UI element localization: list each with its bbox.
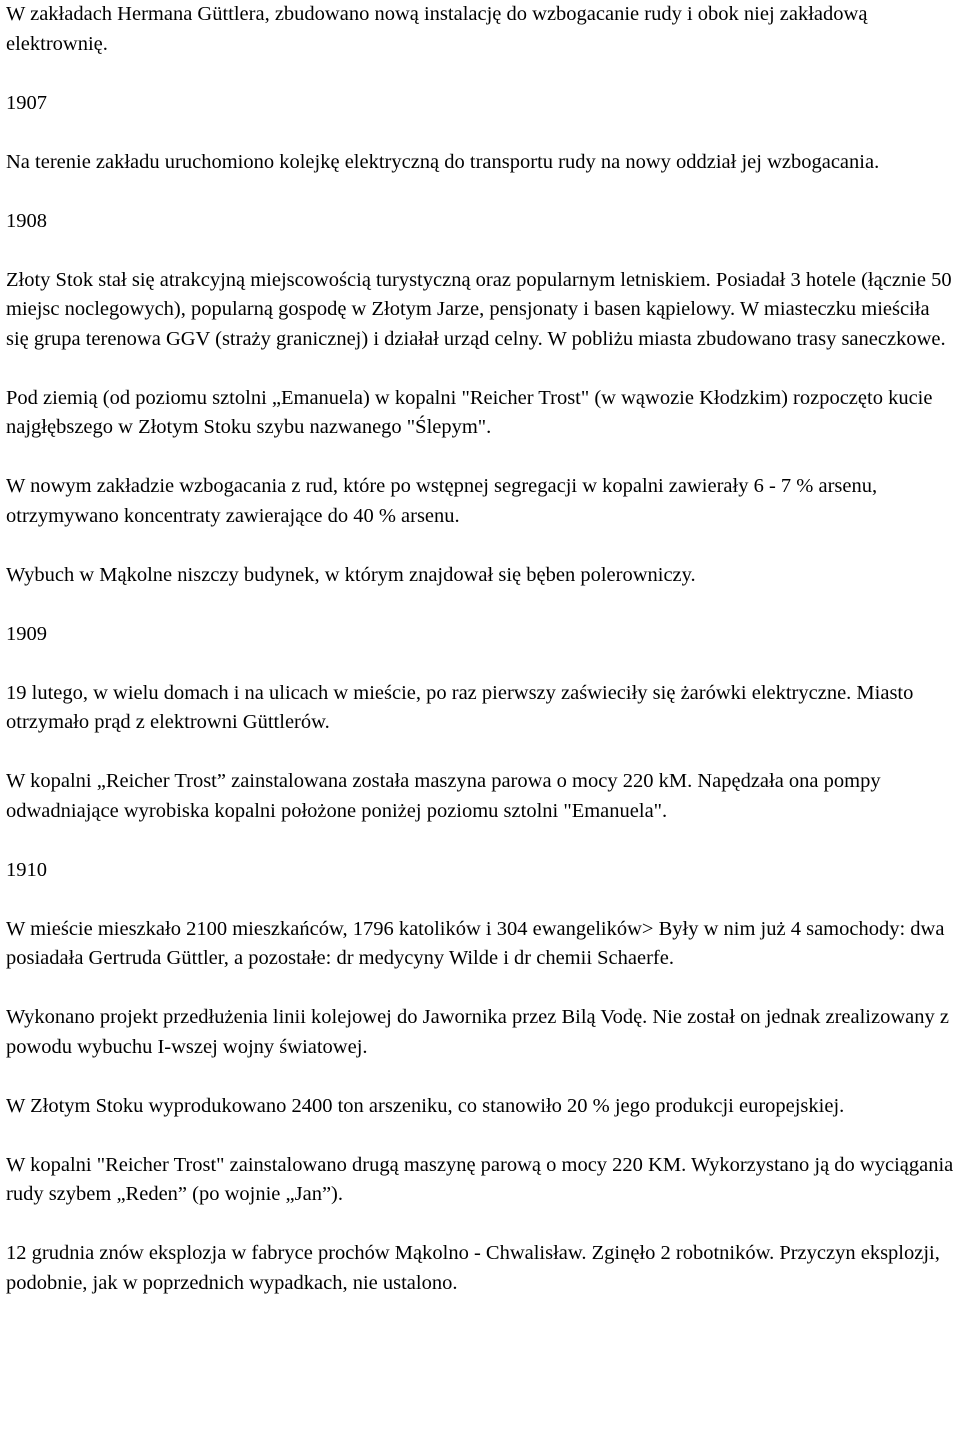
paragraph-1910-5: 12 grudnia znów eksplozja w fabryce prochów Mąkolno - Chwalisław. Zginęło 2 robotników. Przyczyn eksplozji, podobnie, jak w poprzednich wypadkach, nie ustalono.	[6, 1242, 940, 1294]
paragraph-1910-2: Wykonano projekt przedłużenia linii kolejowej do Jawornika przez Bilą Vodę. Nie został on jednak zrealizowany z powodu wybuchu I-wszej wojny światowej.	[6, 1006, 949, 1058]
year-heading-1910: 1910	[6, 858, 47, 881]
paragraph-1908-3: W nowym zakładzie wzbogacania z rud, które po wstępnej segregacji w kopalni zawierały 6 - 7 % arsenu, otrzymywano koncentraty zawierające do 40 % arsenu.	[6, 475, 878, 527]
year-heading-1908: 1908	[6, 209, 47, 232]
paragraph-1910-3: W Złotym Stoku wyprodukowano 2400 ton arszeniku, co stanowiło 20 % jego produkcji europejskiej.	[6, 1094, 845, 1117]
document-body	[6, 0, 954, 1298]
paragraph-1909-2: W kopalni „Reicher Trost” zainstalowana została maszyna parowa o mocy 220 kM. Napędzała ona pompy odwadniające wyrobiska kopalni położone poniżej poziomu sztolni "Emanuela".	[6, 770, 881, 822]
paragraph-1910-4: W kopalni "Reicher Trost" zainstalowano drugą maszynę parową o mocy 220 KM. Wykorzystano ją do wyciągania rudy szybem „Reden” (po wojnie „Jan”).	[6, 1153, 954, 1205]
paragraph-1908-1: Złoty Stok stał się atrakcyjną miejscowością turystyczną oraz popularnym letniskiem. Posiadał 3 hotele (łącznie 50 miejsc noclegowych), popularną gospodę w Złotym Jarze, pensjonaty i basen kąpielowy. W miasteczku mieściła się grupa terenowa GGV (straży granicznej) i działał urząd celny. W pobliżu miasta zbudowano trasy saneczkowe.	[6, 268, 952, 350]
paragraph-1910-1: W mieście mieszkało 2100 mieszkańców, 1796 katolików i 304 ewangelików> Były w nim już 4 samochody: dwa posiadała Gertruda Güttler, a pozostałe: dr medycyny Wilde i dr chemii Schaerfe.	[6, 917, 945, 969]
paragraph-1907-1: Na terenie zakładu uruchomiono kolejkę elektryczną do transportu rudy na nowy oddział jej wzbogacania.	[6, 150, 880, 173]
paragraph-1909-1: 19 lutego, w wielu domach i na ulicach w mieście, po raz pierwszy zaświeciły się żarówki elektryczne. Miasto otrzymało prąd z elektrowni Güttlerów.	[6, 681, 914, 733]
paragraph-1908-2: Pod ziemią (od poziomu sztolni „Emanuela) w kopalni "Reicher Trost" (w wąwozie Kłodzkim) rozpoczęto kucie najgłębszego w Złotym Stoku szybu nazwanego "Ślepym".	[6, 386, 933, 438]
year-heading-1907: 1907	[6, 91, 47, 114]
intro-paragraph: W zakładach Hermana Güttlera, zbudowano nową instalację do wzbogacanie rudy i obok niej zakładową elektrownię.	[6, 3, 868, 55]
paragraph-1908-4: Wybuch w Mąkolne niszczy budynek, w którym znajdował się bęben polerowniczy.	[6, 563, 696, 586]
year-heading-1909: 1909	[6, 622, 47, 645]
